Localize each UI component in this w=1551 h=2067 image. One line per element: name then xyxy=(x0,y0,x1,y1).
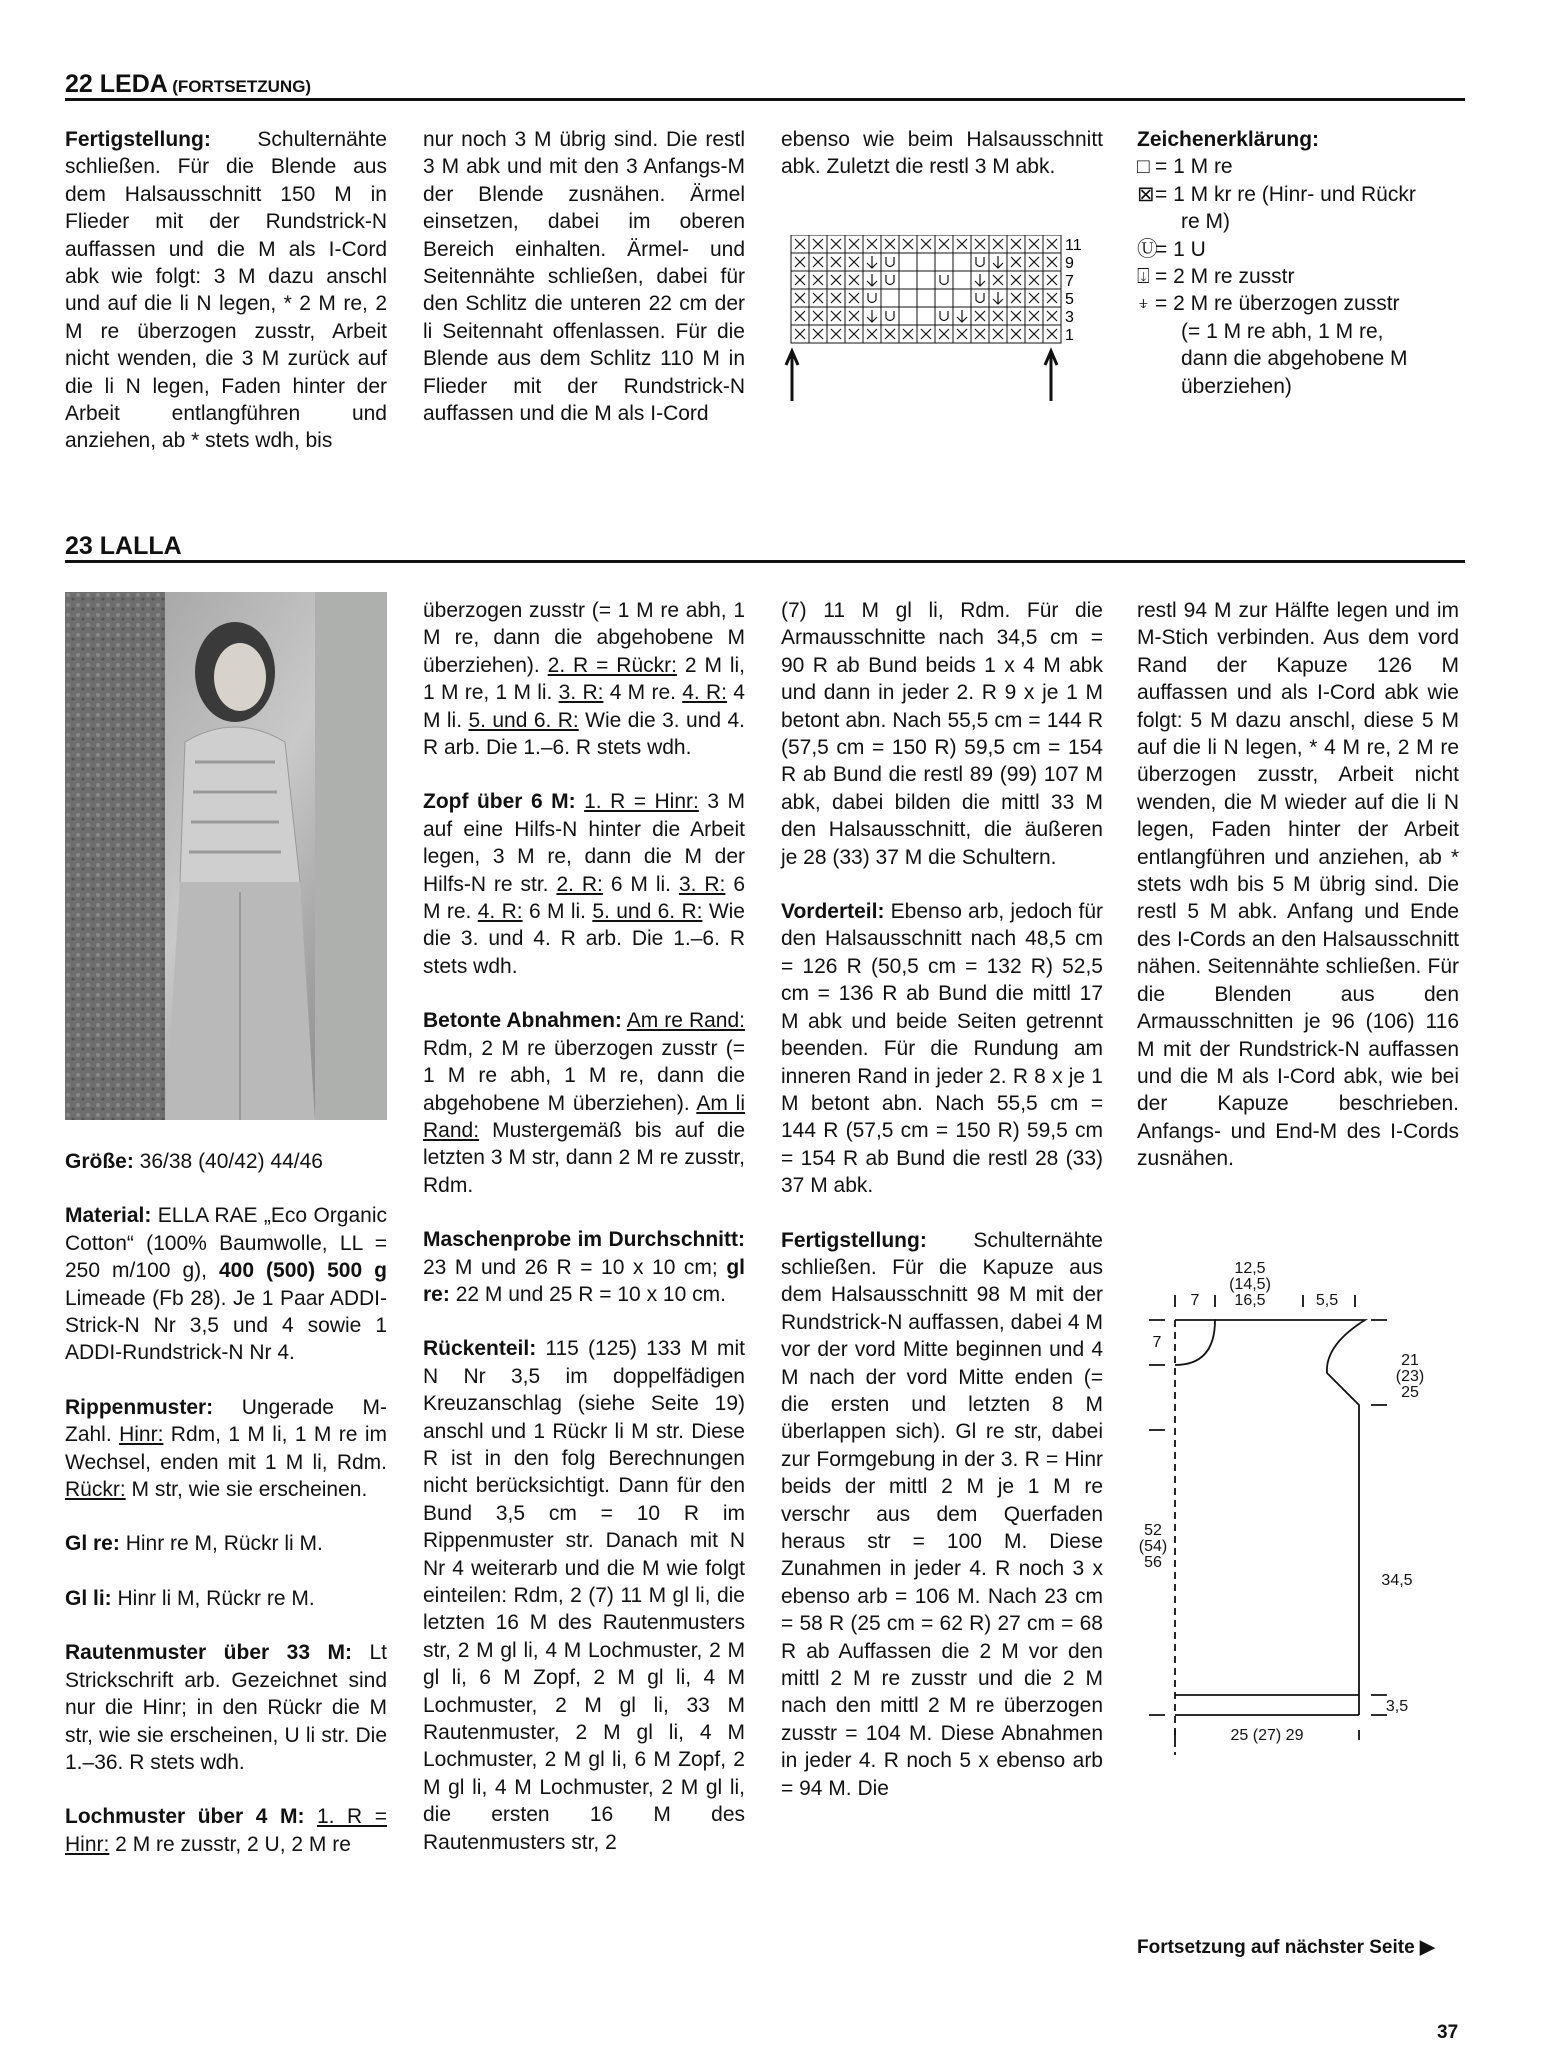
legend-text: = 1 M kr re (Hinr- und Rückr xyxy=(1155,182,1416,206)
section-header-lalla xyxy=(65,532,1465,561)
paragraph-text: restl 94 M zur Hälfte legen und im M-Stich verbinden. Aus dem vord Rand der Kapuze 126 M auffassen und als I-Cord abk wie folgt: 5 M dazu anschl, diese 5 M auf die li N legen, * 4 M re, 2 M re überzogen zusstr, Arbeit nicht wenden, die M wieder auf die li N legen, Faden hinter der Arbeit entlangführen und anziehen, ab * stets wdh bis 5 M übrig sind. Die restl 5 M abk. Anfang und Ende des I-Cords an den Halsausschnitt nähen. Seitennähte schließen. Für die Blenden aus den Armausschnitten je 96 (106) 116 M mit der Rundstrick-N auffassen und die M als I-Cord abk, wie bei der Kapuze beschrieben. Anfangs- und End-M des I-Cords zusnähen. xyxy=(1137,599,1459,1171)
legend-text: = 1 M re xyxy=(1155,155,1233,179)
dim-armhole-1: 21 xyxy=(1401,1352,1419,1369)
chart-cell xyxy=(917,325,935,343)
chart-cell xyxy=(827,235,845,253)
paragraph-text: Rdm, 1 M li, 1 M re im Wechsel, enden mit 1 M li, Rdm. xyxy=(65,1423,387,1474)
chart-cell xyxy=(881,307,899,325)
chart-cell xyxy=(863,289,881,307)
legend-text: = 1 U xyxy=(1155,237,1206,261)
chart-cell xyxy=(935,235,953,253)
paragraph-label: Material: xyxy=(65,1204,152,1228)
chart-cell xyxy=(1043,289,1061,307)
chart-cell xyxy=(863,307,881,325)
chart-cell xyxy=(1025,271,1043,289)
chart-cell xyxy=(845,271,863,289)
chart-cell xyxy=(1043,325,1061,343)
paragraph-label: Fertigstellung: xyxy=(781,1228,927,1252)
paragraph-text: Hinr li M, Rückr re M. xyxy=(111,1586,315,1610)
chart-cell xyxy=(917,289,935,307)
paragraph-label: Betonte Abnahmen: xyxy=(423,1009,622,1033)
paragraph-label: Zopf über 6 M: xyxy=(423,790,576,814)
chart-cell xyxy=(809,325,827,343)
chart-cell xyxy=(971,271,989,289)
paragraph-label: Rautenmuster über 33 M: xyxy=(65,1641,352,1665)
paragraph-label: Gl re: xyxy=(65,1532,120,1556)
dim-shoulder: 5,5 xyxy=(1315,1292,1339,1309)
underlined-text: Hinr: xyxy=(119,1423,164,1447)
underlined-text: 2. R: xyxy=(556,872,603,896)
underlined-text: Am li Rand: xyxy=(423,1091,745,1142)
paragraph-text: Hinr re M, Rückr li M. xyxy=(119,1532,323,1556)
chart-row-label: 9 xyxy=(1065,255,1074,272)
chart-cell xyxy=(863,253,881,271)
chart-cell xyxy=(989,271,1007,289)
ssk-square-icon: ⍖ xyxy=(1137,292,1150,316)
paragraph-label: Vorderteil: xyxy=(781,900,885,924)
paragraph-text: Schulternähte schließen. Für die Blende aus dem Halsausschnitt 150 M in Flieder mit der Rundstrick-N auffassen und die M als I-Cord abk wie folgt: 3 M dazu anschl und auf die li N legen, * 2 M re, 2 M re überzogen zusstr, Arbeit nicht wenden, die 3 M zurück auf die li N legen, Faden hinter der Arbeit entlangführen und anziehen, ab * stets wdh, bis xyxy=(65,128,387,453)
paragraph-text: ELLA RAE „Eco Organic Cotton“ (100% Baumwolle, LL = 250 m/100 g), xyxy=(65,1204,387,1283)
paragraph-text: 115 (125) 133 M mit N Nr 3,5 im doppelfädigen Kreuzanschlag (siehe Seite 19) anschl und 1 Rückr li M str. Diese R ist in den folg Berechnungen nicht berücksichtigt. Dann für den Bund 3,5 cm = 10 R im Rippenmuster str. Danach mit N Nr 4 weiterarb und die M wie folgt einteilen: Rdm, 2 (7) 11 M gl li, die letzten 16 M des Rautenmusters str, 2 M gl li, 4 M Lochmuster, 2 M gl li, 6 M Zopf, 2 M gl li, 4 M Lochmuster, 2 M gl li, 33 M Rautenmuster, 2 M gl li, 4 M Lochmuster, 2 M gl li, 6 M Zopf, 2 M gl li, 4 M Lochmuster, 2 M gl li, die ersten 16 M des Rautenmusters str, 2 xyxy=(423,1337,745,1854)
leda-column-2 xyxy=(423,126,745,427)
chart-cell xyxy=(809,289,827,307)
paragraph-text: Rdm, 2 M re überzogen zusstr (= 1 M re abh, 1 M re, dann die abgehobene M überziehen). xyxy=(423,1036,745,1115)
chart-cell xyxy=(899,289,917,307)
chart-cell xyxy=(827,307,845,325)
chart-cell xyxy=(1025,289,1043,307)
chart-cell xyxy=(899,325,917,343)
chart-cell xyxy=(953,235,971,253)
underlined-text: 3. R: xyxy=(678,872,726,896)
legend-item xyxy=(1137,236,1467,263)
leda-column-3 xyxy=(781,126,1103,181)
continued-note: Fortsetzung auf nächster Seite ▶ xyxy=(1137,1937,1435,1958)
chart-cell xyxy=(899,253,917,271)
paragraph-text: Ebenso arb, jedoch für den Halsausschnitt nach 48,5 cm = 126 R (50,5 cm = 132 R) 52,5 cm = 136 R ab Bund die mittl 17 M abk und beide Seiten getrennt beenden. Für die Rundung am inneren Rand in jeder 2. R 8 x je 1 M betont abn. Nach 55,5 cm = 144 R (57,5 cm = 150 R) 59,5 cm = 154 R ab Bund die restl 28 (33) 37 M abk. xyxy=(781,900,1103,1198)
chart-cell xyxy=(1025,235,1043,253)
paragraph-text: ebenso wie beim Halsausschnitt abk. Zuletzt die restl 3 M abk. xyxy=(781,128,1103,179)
paragraph-text: 6 M re. xyxy=(423,872,746,924)
chart-cell xyxy=(791,253,809,271)
chart-cell xyxy=(953,307,971,325)
chart-cell xyxy=(899,271,917,289)
underlined-text: 5. und 6. R: xyxy=(592,900,703,924)
chart-cell xyxy=(845,253,863,271)
dim-bottom: 25 (27) 29 xyxy=(1230,1727,1304,1744)
legend-text-continued: (= 1 M re abh, 1 M re, xyxy=(1181,319,1384,343)
chart-cell xyxy=(971,307,989,325)
paragraph-text: Limeade (Fb 28). Je 1 Paar ADDI-Strick-N Nr 3,5 und 4 sowie 1 ADDI-Rundstrick-N Nr 4. xyxy=(65,1286,387,1365)
chart-cell xyxy=(1043,253,1061,271)
chart-cell xyxy=(971,253,989,271)
chart-cell xyxy=(863,325,881,343)
chart-cell xyxy=(863,235,881,253)
chart-cell xyxy=(1025,307,1043,325)
paragraph-label: Rippenmuster: xyxy=(65,1395,214,1419)
paragraph-label: Gl li: xyxy=(65,1586,112,1610)
chart-cell xyxy=(881,235,899,253)
paragraph-text: Wie die 3. und 4. R arb. Die 1.–6. R stets wdh. xyxy=(423,708,745,760)
arrow-up-icon xyxy=(786,351,798,401)
underlined-text: Am re Rand: xyxy=(626,1009,745,1033)
lalla-column-4 xyxy=(1137,597,1459,1173)
lalla-column-2 xyxy=(423,597,745,1856)
chart-cell xyxy=(1007,271,1025,289)
chart-row-label: 11 xyxy=(1065,237,1082,254)
paragraph-text: Schulternähte schließen. Für die Kapuze aus dem Halsausschnitt 98 M mit der Rundstrick-N auffassen, dabei 4 M vor der vord Mitte beginnen und 4 M nach der vord Mitte enden (= die ersten und letzten 8 M überlappen sich). Gl re str, dabei zur Formgebung in der 3. R = Hinr beids der mittl 2 M je 1 M re verschr aus dem Querfaden heraus str = 100 M. Diese Zunahmen in jeder 4. R noch 3 x ebenso arb = 106 M. Nach 23 cm = 58 R (25 cm = 62 R) 27 cm = 68 R ab Auffassen die 2 M vor den mittl 2 M re zusstr und die 2 M nach den mittl 2 M re überzogen zusstr = 104 M. Diese Abnahmen in jeder 4. R noch 5 x ebenso arb = 94 M. Die xyxy=(781,1228,1103,1800)
paragraph-text: 36/38 (40/42) 44/46 xyxy=(133,1150,323,1173)
chart-cell xyxy=(881,289,899,307)
paragraph-label: Lochmuster über 4 M: xyxy=(65,1805,305,1829)
paragraph-label: Größe: xyxy=(65,1150,134,1173)
dim-rib: 3,5 xyxy=(1385,1698,1409,1715)
chart-cell xyxy=(971,289,989,307)
chart-cell xyxy=(1007,253,1025,271)
paragraph-text: 22 M und 25 R = 10 x 10 cm. xyxy=(449,1282,726,1306)
section-title: 22 LEDA xyxy=(65,70,168,98)
chart-cell xyxy=(917,253,935,271)
chart-cell xyxy=(809,235,827,253)
legend-item xyxy=(1137,290,1467,317)
chart-cell xyxy=(935,325,953,343)
chart-cell xyxy=(917,235,935,253)
garment-schematic xyxy=(1135,1255,1455,1755)
chart-row-label: 1 xyxy=(1065,327,1074,344)
chart-cell xyxy=(989,289,1007,307)
leda-column-1 xyxy=(65,126,387,455)
dim-top-2: (14,5) xyxy=(1229,1276,1271,1293)
paragraph-text: 6 M li. xyxy=(522,900,593,924)
dim-armhole-2: (23) xyxy=(1395,1368,1425,1385)
legend-item xyxy=(1137,181,1467,208)
u-square-icon: Ⓤ xyxy=(1137,237,1158,261)
chart-cell xyxy=(1043,271,1061,289)
dim-armhole-3: 25 xyxy=(1401,1384,1419,1401)
chart-cell xyxy=(1007,325,1025,343)
chart-row-label: 5 xyxy=(1065,291,1074,308)
legend-text: = 2 M re zusstr xyxy=(1155,265,1295,289)
paragraph-text: (7) 11 M gl li, Rdm. Für die Armausschnitte nach 34,5 cm = 90 R ab Bund beids 1 x 4 M abk und dann in jeder 2. R 9 x je 1 M betont abn. Nach 55,5 cm = 144 R (57,5 cm = 150 R) 59,5 cm = 154 R ab Bund die restl 89 (99) 107 M abk, dabei bilden die mittl 33 M den Halsausschnitt, die äußeren je 28 (33) 37 M die Schultern. xyxy=(781,599,1103,869)
chart-cell xyxy=(953,271,971,289)
underlined-text: 4. R: xyxy=(682,681,728,705)
chart-cell xyxy=(881,253,899,271)
legend-item xyxy=(1137,263,1467,290)
legend-text: = 2 M re überzogen zusstr xyxy=(1155,292,1400,316)
paragraph-label: Fertigstellung: xyxy=(65,128,211,151)
section-rule xyxy=(65,98,1465,101)
paragraph-text: 23 M und 26 R = 10 x 10 cm; xyxy=(423,1255,727,1279)
chart-cell xyxy=(989,307,1007,325)
chart-cell xyxy=(845,235,863,253)
paragraph-text: Mustergemäß bis auf die letzten 3 M str, dann 2 M re zusstr, Rdm. xyxy=(423,1118,745,1197)
section-subtitle: (FORTSETZUNG) xyxy=(172,77,312,96)
chart-cell xyxy=(827,271,845,289)
chart-cell xyxy=(935,289,953,307)
chart-cell xyxy=(827,325,845,343)
chart-cell xyxy=(899,307,917,325)
dim-side: 34,5 xyxy=(1381,1572,1413,1589)
paragraph-label: Rückenteil: xyxy=(423,1337,537,1361)
chart-cell xyxy=(791,289,809,307)
paragraph-text: 6 M li. xyxy=(602,872,679,896)
chart-cell xyxy=(935,253,953,271)
chart-cell xyxy=(809,307,827,325)
chart-cell xyxy=(971,235,989,253)
underlined-text: 2. R = Rückr: xyxy=(547,653,677,677)
dim-length-1: 52 xyxy=(1144,1522,1162,1539)
chart-cell xyxy=(1043,235,1061,253)
legend-title: Zeichenerklärung: xyxy=(1137,128,1320,151)
page-number: 37 xyxy=(1437,2022,1459,2043)
chart-cell xyxy=(953,325,971,343)
lalla-column-1 xyxy=(65,1148,387,1858)
section-title: 23 LALLA xyxy=(65,532,182,560)
chart-cell xyxy=(1043,307,1061,325)
legend-item xyxy=(1137,153,1467,180)
paragraph-text: 4 M li. xyxy=(423,681,745,732)
underlined-text: 4. R: xyxy=(477,900,523,924)
chart-cell xyxy=(827,253,845,271)
section-rule xyxy=(65,560,1465,563)
paragraph-text xyxy=(304,1805,317,1828)
chart-cell xyxy=(989,235,1007,253)
chart-cell xyxy=(791,235,809,253)
paragraph-text: Lt Strickschrift arb. Gezeichnet sind nur die Hinr; in den Rückr die M str, wie sie erscheinen, U li str. Die 1.–36. R stets wdh. xyxy=(65,1641,387,1774)
chart-cell xyxy=(827,289,845,307)
paragraph-text: M str, wie sie erscheinen. xyxy=(125,1478,368,1502)
chart-cell xyxy=(809,253,827,271)
chart-cell xyxy=(935,271,953,289)
arrow-up-icon xyxy=(1045,351,1057,401)
chart-cell xyxy=(899,235,917,253)
dim-top-3: 16,5 xyxy=(1234,1292,1266,1309)
legend-text-continued: re M) xyxy=(1181,210,1230,234)
chart-cell xyxy=(1025,325,1043,343)
paragraph-bold: 400 (500) 500 g xyxy=(218,1259,387,1283)
section-header-leda xyxy=(65,70,1465,99)
chart-cell xyxy=(791,271,809,289)
paragraph-label: Maschenprobe im Durchschnitt: xyxy=(423,1228,745,1252)
paragraph-text: nur noch 3 M übrig sind. Die restl 3 M abk und mit den 3 Anfangs-M der Blende zusnähen. Ärmel einsetzen, dabei im oberen Bereich einhalten. Ärmel- und Seitennähte schließen, dabei für den Schlitz die unteren 22 cm der li Seitennaht offenlassen. Für die Blende aus dem Schlitz 110 M in Flieder mit der Rundstrick-N auffassen und die M als I-Cord xyxy=(423,128,745,426)
dim-top-1: 12,5 xyxy=(1234,1260,1266,1277)
x-square-icon: ⊠ xyxy=(1137,182,1155,206)
chart-cell xyxy=(989,325,1007,343)
dim-length-3: 56 xyxy=(1144,1554,1162,1571)
chart-cell xyxy=(1007,307,1025,325)
underlined-text: 1. R = Hinr: xyxy=(65,1805,387,1856)
chart-cell xyxy=(971,325,989,343)
chart-cell xyxy=(863,271,881,289)
chart-row-label: 7 xyxy=(1065,273,1074,290)
symbol-legend xyxy=(1137,126,1467,400)
legend-text-continued: dann die abgehobene M xyxy=(1181,347,1408,371)
paragraph-text: Wie die 3. und 4. R arb. Die 1.–6. R stets wdh. xyxy=(423,900,745,978)
paragraph-text: 4 M re. xyxy=(603,681,683,705)
chart-cell xyxy=(845,307,863,325)
chart-cell xyxy=(1025,253,1043,271)
k2tog-square-icon: ⍗ xyxy=(1137,265,1150,289)
chart-cell xyxy=(989,253,1007,271)
paragraph-text: 2 M re zusstr, 2 U, 2 M re xyxy=(109,1832,351,1856)
dim-neck-side: 7 xyxy=(1190,1292,1200,1309)
chart-cell xyxy=(791,307,809,325)
chart-cell xyxy=(935,307,953,325)
knitting-chart xyxy=(783,235,1123,405)
chart-cell xyxy=(917,307,935,325)
chart-cell xyxy=(917,271,935,289)
chart-cell xyxy=(881,325,899,343)
chart-cell xyxy=(1007,235,1025,253)
chart-cell xyxy=(953,253,971,271)
paragraph-text: 3 M auf eine Hilfs-N hinter die Arbeit legen, 3 M re, dann die M der Hilfs-N re str. xyxy=(423,790,746,896)
underlined-text: 1. R = Hinr: xyxy=(584,790,699,814)
dim-neck-depth: 7 xyxy=(1152,1334,1162,1351)
lalla-column-3 xyxy=(781,597,1103,1802)
underlined-text: 3. R: xyxy=(558,681,604,705)
dim-length-2: (54) xyxy=(1138,1538,1168,1555)
paragraph-bold: gl re: xyxy=(423,1255,745,1306)
chart-row-label: 3 xyxy=(1065,309,1074,326)
paragraph-text: 2 M li, 1 M re, 1 M li. xyxy=(423,653,746,705)
model-photo xyxy=(65,592,387,1120)
underlined-text: Rückr: xyxy=(65,1478,126,1502)
legend-text-continued: überziehen) xyxy=(1181,374,1292,398)
paragraph-text xyxy=(576,790,585,813)
underlined-text: 5. und 6. R: xyxy=(468,708,579,732)
chart-cell xyxy=(791,325,809,343)
chart-cell xyxy=(953,289,971,307)
chart-cell xyxy=(1007,289,1025,307)
paragraph-text: überzogen zusstr (= 1 M re abh, 1 M re, dann die abgehobene M überziehen). xyxy=(423,599,745,677)
chart-cell xyxy=(845,325,863,343)
paragraph-text: Ungerade M-Zahl. xyxy=(65,1395,387,1447)
chart-cell xyxy=(845,289,863,307)
chart-cell xyxy=(809,271,827,289)
chart-cell xyxy=(881,271,899,289)
empty-square-icon: □ xyxy=(1137,155,1150,179)
